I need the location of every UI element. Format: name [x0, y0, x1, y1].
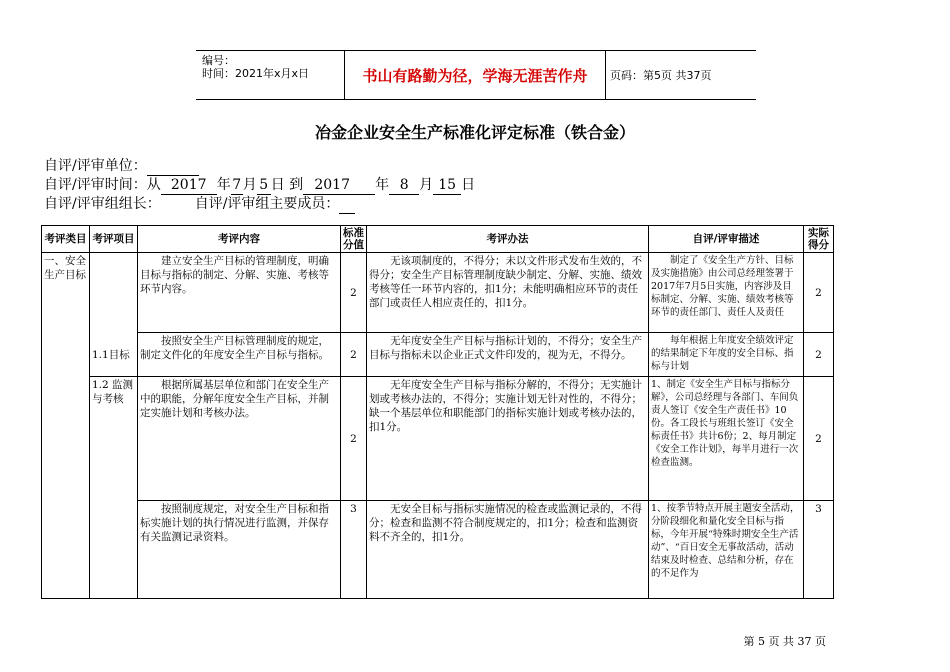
- start-month: 7: [232, 177, 242, 193]
- header-slogan: 书山有路勤为径，学海无涯苦作舟: [344, 51, 606, 99]
- method-cell: 无该项制度的，不得分；未以文件形式发布生效的，不得分；安全生产目标管理制度缺少制定、分解、实施、绩效考核等任一环节内容的，扣1分；未能明确相应环节的责任部门或责任人相应责任的，扣1分。: [367, 253, 649, 333]
- desc-cell: 1、制定《安全生产目标与指标分解》，公司总经理与各部门、车间负责人签订《安全生产责任书》10份。各工段长与班组长签订《安全标责任书》共计6份；2、每月制定《安全工作计划》，每半月进行一次检查监测。: [649, 377, 804, 501]
- document-header: [196, 50, 756, 100]
- leader-label: 自评/评审组组长：: [44, 196, 161, 212]
- header-score: 标准分值: [341, 226, 367, 253]
- page-title: 冶金企业安全生产标准化评定标准（铁合金）: [314, 123, 635, 142]
- day-char: 日: [461, 177, 476, 193]
- time-line: [44, 176, 475, 195]
- time-label: 自评/评审时间：从: [44, 177, 161, 193]
- year-char-2: 年: [375, 177, 390, 193]
- start-day: 5: [257, 176, 271, 195]
- header-item: 考评项目: [90, 226, 138, 253]
- evaluation-table: [41, 225, 834, 599]
- content-cell: 按照制度规定，对安全生产目标和指标实施计划的执行情况进行监测，并保存有关监测记录资料。: [138, 501, 341, 599]
- content-cell: 根据所属基层单位和部门在安全生产中的职能，分解年度安全生产目标，并制定实施计划和考核办法。: [138, 377, 341, 501]
- actual-cell: 2: [804, 253, 834, 333]
- method-cell: 无年度安全生产目标与指标分解的，不得分；无实施计划或考核办法的，不得分；实施计划无针对性的，不得分；缺一个基层单位和职能部门的指标实施计划或考核办法的，扣1分。: [367, 377, 649, 501]
- leader-line: [44, 195, 355, 214]
- category-cell: 一、安全生产目标: [42, 253, 90, 599]
- method-cell: 无安全目标与指标实施情况的检查或监测记录的，不得分；检查和监测不符合制度规定的，扣1分；检查和监测资料不齐全的，扣1分。: [367, 501, 649, 599]
- month-char-2: 月: [419, 177, 434, 193]
- score-cell: 2: [341, 253, 367, 333]
- content-cell: 按照安全生产目标管理制度的规定，制定文件化的年度安全生产目标与指标。: [138, 333, 341, 377]
- header-meta: [202, 54, 309, 80]
- table-row: [42, 253, 834, 333]
- end-day: 15: [433, 176, 461, 195]
- table-row: [42, 501, 834, 599]
- end-month: 8: [389, 176, 419, 195]
- header-method: 考评办法: [367, 226, 649, 253]
- end-year: 2017: [303, 176, 361, 195]
- content-cell: 建立安全生产目标的管理制度，明确目标与指标的制定、分解、实施、考核等环节内容。: [138, 253, 341, 333]
- members-blank: [339, 195, 355, 214]
- members-label: 自评/评审组主要成员：: [194, 196, 340, 212]
- start-year: 2017: [161, 176, 217, 195]
- table-row: [42, 333, 834, 377]
- table-row: [42, 377, 834, 501]
- item-cell: 1.2 监测与考核: [90, 377, 138, 599]
- score-cell: 2: [341, 333, 367, 377]
- actual-cell: 2: [804, 377, 834, 501]
- item-cell: 1.1目标: [90, 253, 138, 377]
- time-label: 时间：2021年x月x日: [202, 67, 310, 80]
- day-to: 日 到: [270, 177, 304, 193]
- score-cell: 3: [341, 501, 367, 599]
- unit-line: [44, 157, 199, 176]
- unit-label: 自评/评审单位：: [44, 158, 147, 174]
- table-header-row: [42, 226, 834, 253]
- score-cell: 2: [341, 377, 367, 501]
- desc-cell: 每年根据上年度安全绩效评定的结果制定下年度的安全目标、指标与计划: [649, 333, 804, 377]
- method-cell: 无年度安全生产目标与指标计划的，不得分；安全生产目标与指标未以企业正式文件印发的，视为无，不得分。: [367, 333, 649, 377]
- month-char: 月: [242, 177, 257, 193]
- header-desc: 自评/评审描述: [649, 226, 804, 253]
- desc-cell: 制定了《安全生产方针、目标及实施措施》由公司总经理签署于2017年7月5日实施，内容涉及目标制定、分解、实施、绩效考核等环节的责任部门、责任人及责任: [649, 253, 804, 333]
- page-footer: 第 5 页 共 37 页: [743, 635, 826, 648]
- unit-blank: [147, 157, 199, 176]
- actual-cell: 3: [804, 501, 834, 599]
- header-page-info: 页码：第5页 共37页: [610, 69, 712, 82]
- actual-cell: 2: [804, 333, 834, 377]
- desc-cell: 1、按季节特点开展主题安全活动，分阶段细化和量化安全目标与指标，今年开展“特殊时期安全生产活动”、“百日安全无事故活动，活动结束及时检查、总结和分析，存在的不足作为: [649, 501, 804, 599]
- header-content: 考评内容: [138, 226, 341, 253]
- year-char: 年: [216, 177, 231, 193]
- header-actual: 实际得分: [804, 226, 834, 253]
- header-category: 考评类目: [42, 226, 90, 253]
- number-label: 编号：: [202, 54, 235, 67]
